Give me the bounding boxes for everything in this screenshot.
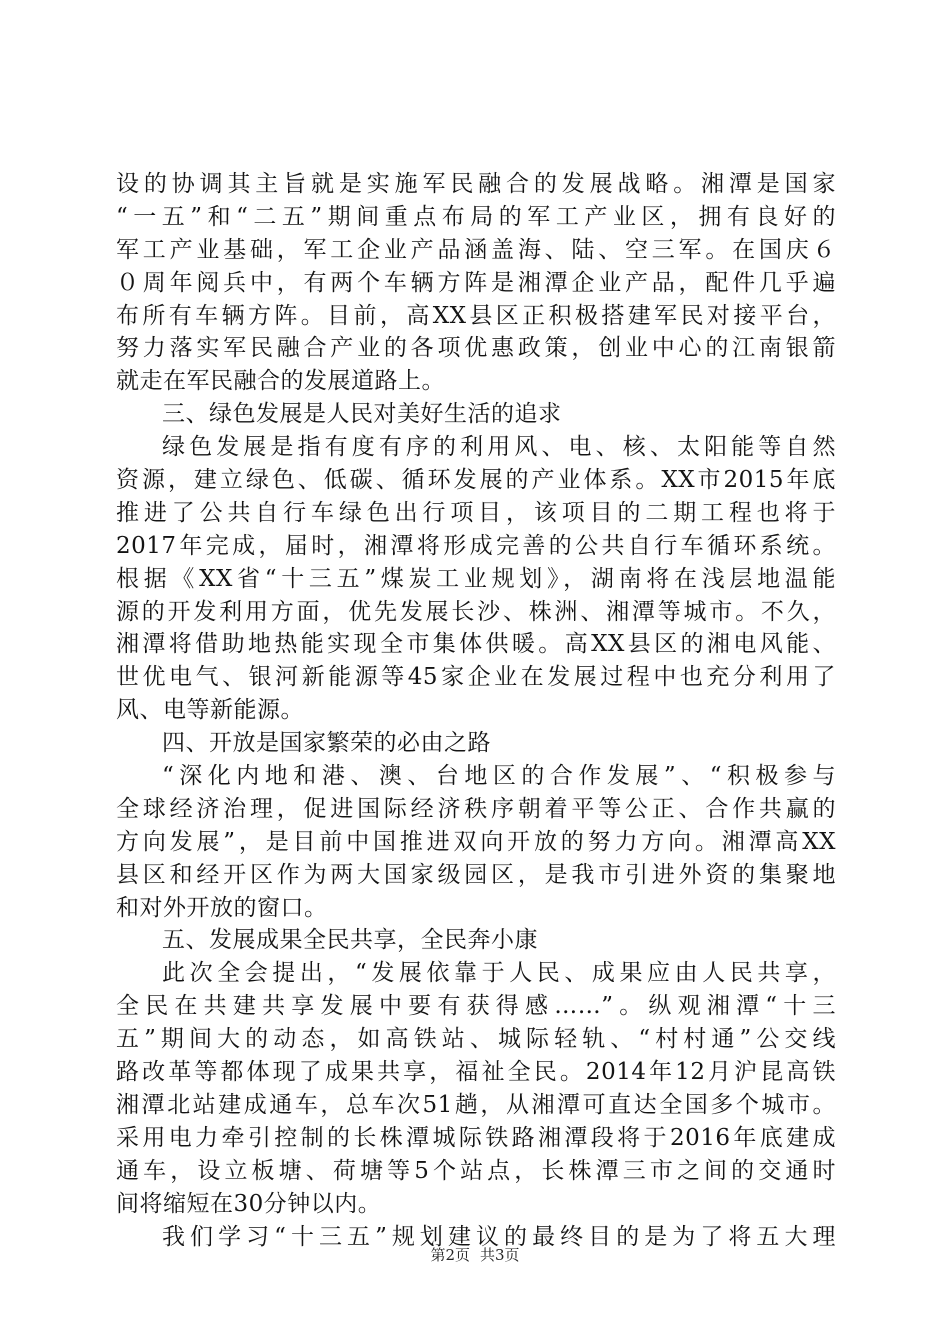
text-line: 全球经济治理，促进国际经济秩序朝着平等公正、合作共赢的: [116, 795, 836, 822]
text-line: “深化内地和港、澳、台地区的合作发展”、“积极参与: [162, 763, 836, 790]
text-line: 推进了公共自行车绿色出行项目，该项目的二期工程也将于: [116, 499, 836, 526]
text-line: 采用电力牵引控制的长株潭城际铁路湘潭段将于2016年底建成: [116, 1124, 836, 1151]
text-line: 设的协调其主旨就是实施军民融合的发展战略。湘潭是国家: [116, 171, 836, 197]
text-line: 和对外开放的窗口。: [116, 894, 328, 921]
text-line: 就走在军民融合的发展道路上。: [116, 368, 445, 395]
text-line: 湘潭北站建成通车，总车次51趟，从湘潭可直达全国多个城市。: [116, 1091, 836, 1118]
body-text: [116, 168, 836, 1253]
text-line: 世优电气、银河新能源等45家企业在发展过程中也充分利用了: [116, 664, 836, 691]
section-heading: 五、发展成果全民共享，全民奔小康: [162, 927, 538, 954]
text-line: 全民在共建共享发展中要有获得感……”。纵观湘潭“十三: [116, 993, 836, 1020]
text-line: 县区和经开区作为两大国家级园区，是我市引进外资的集聚地: [116, 861, 836, 888]
text-line: 源的开发利用方面，优先发展长沙、株洲、湘潭等城市。不久，: [116, 598, 836, 625]
text-line: 我们学习“十三五”规划建议的最终目的是为了将五大理: [162, 1223, 836, 1250]
text-line: ０周年阅兵中，有两个车辆方阵是湘潭企业产品，配件几乎遍: [116, 269, 836, 296]
page-footer: [0, 1245, 950, 1265]
text-line: 绿色发展是指有度有序的利用风、电、核、太阳能等自然: [162, 434, 836, 461]
text-line: 湘潭将借助地热能实现全市集体供暖。高XX县区的湘电风能、: [116, 631, 836, 658]
text-line: 2017年完成，届时，湘潭将形成完善的公共自行车循环系统。: [116, 532, 836, 559]
text-line: 通车，设立板塘、荷塘等5个站点，长株潭三市之间的交通时: [116, 1157, 836, 1184]
text-line: 此次全会提出，“发展依靠于人民、成果应由人民共享，: [162, 960, 836, 987]
text-line: “一五”和“二五”期间重点布局的军工产业区，拥有良好的: [116, 203, 836, 230]
text-line: 根据《XX省“十三五”煤炭工业规划》，湖南将在浅层地温能: [116, 565, 836, 592]
text-line: 风、电等新能源。: [116, 697, 304, 724]
text-line: 努力落实军民融合产业的各项优惠政策，创业中心的江南银箭: [116, 335, 836, 362]
text-line: 五”期间大的动态，如高铁站、城际轻轨、“村村通”公交线: [116, 1026, 836, 1053]
text-line: 路改革等都体现了成果共享，福祉全民。2014年12月沪昆高铁: [116, 1059, 836, 1086]
text-line: 间将缩短在30分钟以内。: [116, 1190, 382, 1217]
text-line: 布所有车辆方阵。目前，高XX县区正积极搭建军民对接平台，: [116, 302, 836, 329]
page-number: 第2页: [430, 1246, 470, 1264]
page-total: 共3页: [480, 1246, 520, 1264]
section-heading: 四、开放是国家繁荣的必由之路: [162, 730, 491, 757]
text-line: 资源，建立绿色、低碳、循环发展的产业体系。XX市2015年底: [116, 467, 836, 494]
text-line: 方向发展”，是目前中国推进双向开放的努力方向。湘潭高XX: [116, 828, 836, 855]
text-line: 军工产业基础，军工企业产品涵盖海、陆、空三军。在国庆６: [116, 236, 836, 263]
section-heading: 三、绿色发展是人民对美好生活的追求: [162, 401, 562, 428]
